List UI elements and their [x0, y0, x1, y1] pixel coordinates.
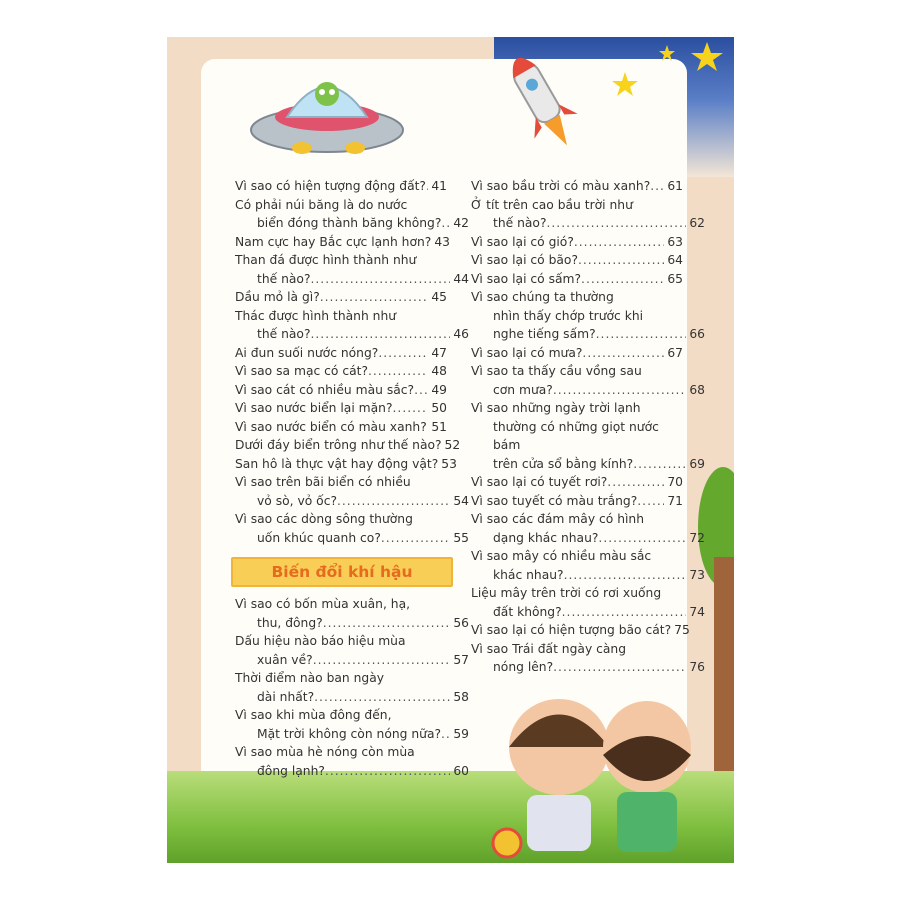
toc-page-number: 51: [431, 419, 447, 434]
toc-page-number: 47: [431, 345, 447, 360]
toc-page-number: 76: [689, 660, 705, 674]
toc-entry: [471, 362, 705, 399]
toc-entry-row: [471, 621, 690, 640]
toc-entry-title: dài nhất?: [257, 689, 315, 704]
toc-list-left-section: [235, 595, 469, 780]
dot-leader: [581, 270, 664, 289]
dot-leader: [393, 399, 429, 418]
toc-entry-row: [235, 762, 469, 781]
toc-entry-title: Nam cực hay Bắc cực lạnh hơn?: [235, 234, 432, 249]
toc-page-number: 63: [667, 234, 683, 249]
toc-entry-title: thế nào?: [493, 216, 547, 230]
dot-leader: [637, 492, 664, 511]
toc-entry-title: San hô là thực vật hay động vật?: [235, 456, 439, 471]
dot-leader: [650, 177, 664, 196]
toc-entry: [235, 455, 457, 474]
toc-entry-row: [235, 492, 469, 511]
toc-entry-title: biển đóng thành băng không?: [257, 216, 442, 230]
toc-entry-title: Ai đun suối nước nóng?: [235, 345, 379, 360]
dot-leader: [368, 362, 428, 381]
toc-page-number: 64: [667, 253, 683, 267]
toc-list-left: [235, 177, 469, 547]
toc-entry-row: [235, 651, 469, 670]
toc-entry-row: [471, 381, 705, 400]
book-page: [167, 37, 734, 863]
dot-leader: [381, 529, 451, 548]
toc-entry-title: Vì sao lại có hiện tượng bão cát?: [471, 623, 672, 637]
toc-page-number: 49: [431, 382, 447, 397]
toc-page-number: 72: [689, 530, 705, 545]
toc-entry: [471, 547, 705, 584]
toc-entry: [235, 288, 447, 307]
dot-leader: [564, 566, 687, 585]
toc-entry-title-line: Vì sao các đám mây có hình: [471, 512, 644, 526]
toc-page-number: 53: [441, 456, 457, 471]
toc-page-number: 70: [667, 475, 683, 489]
toc-entry-row: [471, 214, 705, 233]
toc-entry-title-line: Vì sao trên bãi biển có nhiều: [235, 475, 411, 489]
toc-entry: [471, 344, 683, 363]
rocket-illustration: [487, 42, 597, 162]
toc-entry-title: cơn mưa?: [493, 382, 553, 397]
toc-entry-title: Vì sao lại có bão?: [471, 253, 578, 267]
toc-entry-row: [471, 658, 705, 677]
toc-entry-row: [471, 251, 683, 270]
toc-entry-title-line: Vì sao khi mùa đông đến,: [235, 708, 392, 722]
dot-leader: [313, 651, 451, 670]
toc-entry-title: Vì sao tuyết có màu trắng?: [471, 493, 638, 508]
toc-page-number: 66: [689, 327, 705, 341]
toc-entry: [471, 510, 705, 547]
ufo-illustration: [247, 62, 407, 162]
dot-leader: [320, 288, 429, 307]
dot-leader: [310, 270, 450, 289]
toc-entry: [471, 177, 683, 196]
toc-entry-row: [235, 325, 469, 344]
toc-entry-row: [235, 214, 469, 233]
toc-entry-title-line: Vì sao chúng ta thường: [471, 290, 614, 304]
toc-entry-title: đông lạnh?: [257, 763, 325, 778]
toc-entry: [471, 288, 705, 344]
toc-entry-title: Vì sao cát có nhiều màu sắc?: [235, 382, 415, 397]
toc-entry-row: [471, 529, 705, 548]
dot-leader: [553, 381, 687, 400]
toc-entry-title-line: Ở tít trên cao bầu trời như: [471, 197, 633, 212]
toc-entry: [471, 270, 683, 289]
dot-leader: [553, 658, 686, 677]
toc-page-number: 60: [453, 763, 469, 778]
toc-page-number: 45: [431, 290, 447, 304]
toc-entry-title-line: Than đá được hình thành như: [235, 253, 417, 267]
toc-entry: [235, 344, 447, 363]
toc-page-number: 71: [667, 493, 683, 508]
toc-entry-title: khác nhau?: [493, 567, 564, 582]
toc-entry: [471, 233, 683, 252]
toc-entry: [471, 473, 683, 492]
toc-entry-title-line: Vì sao những ngày trời lạnh: [471, 401, 641, 415]
tree-trunk: [714, 557, 734, 797]
toc-entry-title: Vì sao lại có gió?: [471, 234, 574, 249]
toc-entry-title: Vì sao sa mạc có cát?: [235, 364, 368, 378]
toc-page-number: 55: [453, 530, 469, 545]
dot-leader: [633, 455, 686, 474]
toc-entry-title: Vì sao lại có mưa?: [471, 345, 583, 360]
toc-entry-row: [471, 233, 683, 252]
dot-leader: [310, 325, 450, 344]
toc-entry-title-line: Vì sao ta thấy cầu vồng sau: [471, 364, 642, 378]
toc-entry: [235, 595, 469, 632]
dot-leader: [546, 214, 686, 233]
toc-left-column: [235, 177, 469, 780]
toc-entry-title: Vì sao lại có tuyết rơi?: [471, 475, 608, 489]
toc-entry: [235, 473, 469, 510]
toc-list-right: [471, 177, 705, 677]
toc-entry-row: [235, 362, 447, 381]
toc-page-number: 44: [453, 271, 469, 286]
toc-entry-title: uốn khúc quanh co?: [257, 530, 381, 545]
toc-entry: [471, 492, 683, 511]
dot-leader: [337, 492, 450, 511]
toc-entry: [235, 307, 469, 344]
toc-page-number: 68: [689, 382, 705, 397]
toc-page-number: 73: [689, 567, 705, 582]
toc-entry-row: [471, 325, 705, 344]
toc-entry-row: [235, 344, 447, 363]
toc-entry-row: [235, 725, 469, 744]
toc-entry-title: Dưới đáy biển trông như thế nào?: [235, 438, 442, 452]
toc-page-number: 75: [674, 623, 690, 637]
toc-page-number: 74: [689, 604, 705, 619]
toc-entry-row: [235, 270, 469, 289]
toc-entry-row: [471, 177, 683, 196]
toc-entry: [471, 584, 705, 621]
dot-leader: [414, 381, 428, 400]
toc-entry-title-line: Liệu mây trên trời có rơi xuống: [471, 586, 662, 600]
toc-page-number: 46: [453, 327, 469, 341]
toc-page-number: 61: [667, 179, 683, 193]
dot-leader: [562, 603, 687, 622]
toc-entry-title: Vì sao có hiện tượng động đất?: [235, 179, 426, 193]
toc-entry-title-line: Có phải núi băng là do nước: [235, 197, 408, 212]
children-illustration: [487, 677, 707, 863]
toc-entry-title: Vì sao bầu trời có màu xanh?: [471, 179, 651, 193]
dot-leader: [325, 762, 450, 781]
toc-entry: [235, 177, 447, 196]
toc-entry: [235, 510, 469, 547]
dot-leader: [441, 725, 450, 744]
toc-entry-title-line: thường có những giọt nước bám: [493, 419, 659, 452]
section-heading: Biến đổi khí hậu: [231, 557, 453, 587]
toc-entry: [235, 196, 469, 233]
toc-page-number: 67: [667, 345, 683, 360]
toc-entry-row: [471, 603, 705, 622]
toc-entry-row: [471, 344, 683, 363]
toc-entry-title: thế nào?: [257, 327, 311, 341]
toc-page-number: 54: [453, 493, 469, 508]
toc-entry-title-line: nhìn thấy chớp trước khi: [493, 308, 644, 323]
toc-entry-title-line: Vì sao mùa hè nóng còn mùa: [235, 745, 415, 759]
toc-entry: [471, 251, 683, 270]
dot-leader: [596, 325, 687, 344]
toc-page-number: 50: [431, 401, 447, 415]
toc-page-number: 43: [434, 234, 450, 249]
toc-entry-title-line: Vì sao có bốn mùa xuân, hạ,: [235, 597, 411, 611]
toc-entry-title-line: Thác được hình thành như: [235, 308, 397, 323]
toc-entry: [235, 436, 461, 455]
toc-page-number: 57: [453, 652, 469, 667]
toc-page-number: 42: [453, 216, 469, 230]
dot-leader: [574, 233, 664, 252]
toc-entry: [235, 743, 469, 780]
toc-page-number: 56: [453, 615, 469, 630]
toc-entry: [235, 251, 469, 288]
toc-entry: [235, 418, 447, 437]
dot-leader: [314, 688, 450, 707]
toc-entry: [471, 399, 705, 473]
dot-leader: [441, 214, 450, 233]
toc-entry: [471, 196, 705, 233]
toc-entry: [235, 669, 469, 706]
toc-entry-title: thế nào?: [257, 271, 311, 286]
dot-leader: [578, 251, 664, 270]
toc-entry: [235, 632, 469, 669]
toc-entry-title: đất không?: [493, 604, 562, 619]
toc-entry-row: [471, 455, 705, 474]
dot-leader: [378, 344, 428, 363]
toc-page-number: 58: [453, 689, 469, 704]
toc-entry-row: [235, 381, 447, 400]
toc-entry: [471, 621, 690, 640]
toc-entry-row: [235, 529, 469, 548]
toc-entry: [235, 706, 469, 743]
toc-entry-title: nghe tiếng sấm?: [493, 327, 596, 341]
toc-entry-title: thu, đông?: [257, 615, 323, 630]
toc-page-number: 41: [431, 179, 447, 193]
toc-entry-row: [471, 492, 683, 511]
toc-page-number: 48: [431, 364, 447, 378]
toc-page-number: 69: [689, 456, 705, 471]
toc-entry-row: [235, 233, 450, 252]
toc-entry-row: [235, 288, 447, 307]
toc-page-number: 62: [689, 216, 705, 230]
toc-page-number: 65: [667, 271, 683, 286]
toc-entry-title-line: Dấu hiệu nào báo hiệu mùa: [235, 634, 406, 648]
toc-entry: [235, 362, 447, 381]
toc-entry-row: [235, 399, 447, 418]
dot-leader: [598, 529, 686, 548]
toc-entry-title: Dầu mỏ là gì?: [235, 290, 320, 304]
toc-entry-title-line: Vì sao mây có nhiều màu sắc: [471, 549, 652, 563]
toc-entry: [235, 233, 450, 252]
toc-entry-title: dạng khác nhau?: [493, 530, 599, 545]
toc-entry-title-line: Vì sao các dòng sông thường: [235, 512, 413, 526]
dot-leader: [323, 614, 451, 633]
toc-entry-row: [235, 177, 447, 196]
toc-entry-row: [471, 473, 683, 492]
toc-entry-title-line: Thời điểm nào ban ngày: [235, 671, 385, 685]
toc-entry: [471, 640, 705, 677]
stars-icon: [597, 37, 734, 127]
toc-entry-title: Vì sao lại có sấm?: [471, 271, 582, 286]
toc-entry-title: Vì sao nước biển có màu xanh?: [235, 419, 427, 434]
toc-entry-title: nóng lên?: [493, 660, 554, 674]
toc-entry-title-line: Vì sao Trái đất ngày càng: [471, 641, 627, 656]
toc-page-number: 59: [453, 726, 469, 741]
toc-entry-row: [235, 418, 447, 437]
toc-entry-title: Vì sao nước biển lại mặn?: [235, 401, 393, 415]
toc-entry: [235, 381, 447, 400]
toc-entry-row: [235, 614, 469, 633]
toc-entry-row: [235, 436, 461, 455]
toc-entry-title: xuân về?: [257, 652, 313, 667]
dot-leader: [582, 344, 664, 363]
toc-entry-row: [235, 455, 457, 474]
toc-entry-title: vỏ sò, vỏ ốc?: [257, 493, 337, 508]
toc-page-number: 52: [444, 438, 461, 452]
toc-entry-title: Mặt trời không còn nóng nữa?: [257, 726, 442, 741]
toc-entry-title: trên cửa sổ bằng kính?: [493, 456, 634, 471]
toc-entry-row: [471, 566, 705, 585]
toc-entry: [235, 399, 447, 418]
dot-leader: [607, 473, 664, 492]
toc-entry-row: [471, 270, 683, 289]
toc-entry-row: [235, 688, 469, 707]
toc-right-column: [471, 177, 705, 677]
